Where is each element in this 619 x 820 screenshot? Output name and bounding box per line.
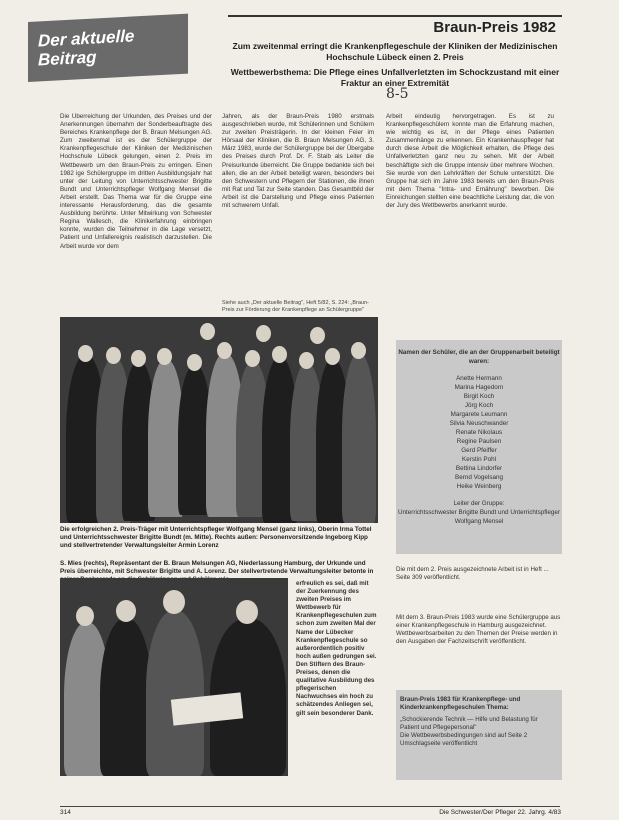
leader-label: Leiter der Gruppe: — [453, 500, 505, 507]
prize-items — [400, 716, 558, 748]
article-topic: Wettbewerbsthema: Die Pflege eines Unfallverletzten im Schockzustand mit einer Fraktur an einer Extremität — [230, 67, 560, 88]
article-header — [228, 15, 562, 95]
body-column-1: Die Überreichung der Urkunden, des Preises und der Anerkennungen übernahm der Sonderbeauftragte des Bereiches Krankenpflege der B. Braun Melsungen AG. Zum zweitenmal ist es der Schülergruppe der Krankenpflegeschule der Kliniken der Medizinischen Hochschule Lübeck gelungen, einen 2. Preis im Wettbewerb um den Braun-Preis zu erringen. Einen 1982 ige Schülergruppe im dritten Ausbildungsjahr hat unter der Leitung von Unterrichtsschwester Brigitte Bundt und Unterrichtspfleger Wolfgang Mensel die Arbeit erstellt. Das Thema war für die Gruppe eine interessante Herausforderung, das die gesamte Ausbildung berührte. Unter Mitwirkung von Schwester Regina Wallesch, die Klinikerfahrung einbringen konnte, wurden die Teilnehmer in die Lage versetzt, Patient und Unfallereignis realistisch darzustellen. Die Arbeit wurde vor dem — [60, 113, 212, 250]
prize-title: Braun-Preis 1983 für Krankenpflege- und Kinderkrankenpflegeschulen Thema: — [400, 696, 521, 712]
body-column-3: Arbeit eindeutig hervorgetragen. Es ist zu Krankenpflegeschülern konnte man die Erfahrung machen, wie wichtig es ist, in der Pflege eines Patienten Zusammenhänge zu erkennen. Ein Krankenhauspfleger hat durch diese Arbeit die Möglichkeit erhalten, die Pflege des Unfallverletzten ganz neu zu sehen. Mit der Arbeit beschäftigte sich die Gruppe intensiv über mehrere Wochen. Sie wurde von den Lehrkräften der Schule unterstützt. Die Gruppe hat sich im Jahre 1983 bereits um den Braun-Preis mit dem Thema "Intra- und Ernährung" beworben. Die Einreichungen stellten eine beachtliche Leistung dar, die von der Jury des Wettbewerbs anerkannt wurde. — [386, 113, 554, 210]
side-note-1: Die mit dem 2. Preis ausgezeichnete Arbeit ist in Heft ... Seite 309 veröffentlicht. — [396, 566, 549, 582]
list-item: Renate Nikolaus — [455, 429, 503, 436]
list-item: Heike Weinberg — [456, 483, 502, 490]
list-item: Regine Paulsen — [456, 438, 502, 445]
footer-rule — [60, 806, 560, 807]
list-item: Die Wettbewerbsbedingungen sind auf Seite 2 Umschlagseite veröffentlicht — [400, 732, 528, 748]
list-item: Bettina Lindorfer — [455, 465, 503, 472]
section-badge — [28, 14, 188, 82]
names-list — [396, 374, 562, 491]
prize-1983-box — [396, 690, 562, 780]
list-item: Birgit Koch — [463, 393, 495, 400]
leader-names: Unterrichtsschwester Brigitte Bundt und Unterrichtspfleger Wolfgang Mensel — [397, 509, 561, 525]
list-item: Silvia Neuschwander — [449, 420, 509, 427]
article-subtitle: Zum zweitenmal erringt die Krankenpflegeschule der Kliniken der Medizinischen Hochschule Lübeck einen 2. Preis — [232, 41, 558, 62]
article-title: Braun-Preis 1982 — [433, 19, 556, 36]
badge-title: Der aktuelle Beitrag — [38, 26, 135, 70]
list-item: Margarete Leumann — [450, 411, 508, 418]
page-number: 314 — [60, 809, 71, 816]
footnote: Siehe auch „Der aktuelle Beitrag", Heft 5/82, S. 224: „Braun-Preis zur Förderung der Krankenpflege an Schülergruppe" — [222, 300, 369, 313]
group-photo — [60, 317, 378, 523]
list-item: Marina Hagedorn — [454, 384, 504, 391]
list-item: Gerd Pfeiffer — [461, 447, 497, 454]
side-note-2: Mit dem 3. Braun-Preis 1983 wurde eine Schülergruppe aus einer Krankenpflegeschule in Hamburg ausgezeichnet. Wettbewerbsarbeiten zu den Themen der Preise werden in den Ausgaben der Fachzeitschrift veröffentlicht. — [396, 614, 561, 646]
group-photo-caption: Die erfolgreichen 2. Preis-Träger mit Unterrichtspfleger Wolfgang Mensel (ganz links), Oberin Irma Tottel und Unterrichtsschwester Brigitte Bundt (m. Mitte). Rechts außen: Personenvorsitzende Ingeborg Kipp und stellvertretender Verwaltungsleiter Armin Lorenz — [60, 526, 372, 550]
handover-caption: S. Mies (rechts), Repräsentant der B. Braun Melsungen AG, Niederlassung Hamburg, der Urkunde und Preis überreichte, mit Schwester Brigitte und A. Lorenz. Der stellvertretende Verwaltungsleiter betonte in — [60, 560, 374, 576]
names-heading: Namen der Schüler, die an der Gruppenarbeit beteiligt waren: — [398, 349, 560, 365]
list-item: Bernd Vogelsang — [455, 474, 503, 481]
list-item: Jörg Koch — [464, 402, 494, 409]
list-item: „Schockierende Technik — Hilfe und Belastung für Patient und Pflegepersonal" — [400, 716, 538, 732]
list-item: Kerstin Pohl — [462, 456, 496, 463]
handover-photo — [60, 578, 288, 776]
body-column-2: Jahren, als der Braun-Preis 1980 erstmals ausgeschrieben wurde, mit Schülerinnen und Schülern zur zweiten Preisträgerin. In der kleinen Feier im Hörsaal der Kliniken, die B. Braun Melsungen AG, 3. März 1983, wurde der Schülergruppe bei der Übergabe des Preises durch Prof. Dr. F. Staib als Leiter die Preisurkunde überreicht. Die Gruppe bedankte sich bei allen, die an der Arbeit beteiligt waren, besonders bei den Schwestern und Pflegern der Stationen, die ihnen mit Rat und Tat zur Seite standen. Das Gesamtbild der Arbeit ist die Darstellung und Pflege eines Patienten mit schwerem Unfall. — [222, 113, 374, 210]
list-item: Anette Hermann — [456, 375, 502, 382]
journal-reference: Die Schwester/Der Pfleger 22. Jahrg. 4/83 — [439, 809, 561, 816]
student-names-box — [396, 340, 562, 554]
handover-text: erfreulich es sei, daß mit der Zuerkennung des zweiten Preises im Wettbewerb für Krankenpflegeschulen zum schon zum zweiten Mal der Name der Lübecker Krankenpflegeschule so außerordentlich positiv hoch außen gedrungen sei. Den Stiftern des Braun-Preises, denen die qualitative Ausbildung des pflegerischen Nachwuchses ein hoch zu schätzendes Anliegen sei, gilt sein besonderer Dank. — [296, 580, 377, 717]
handwritten-mark: 8-5 — [386, 86, 409, 102]
